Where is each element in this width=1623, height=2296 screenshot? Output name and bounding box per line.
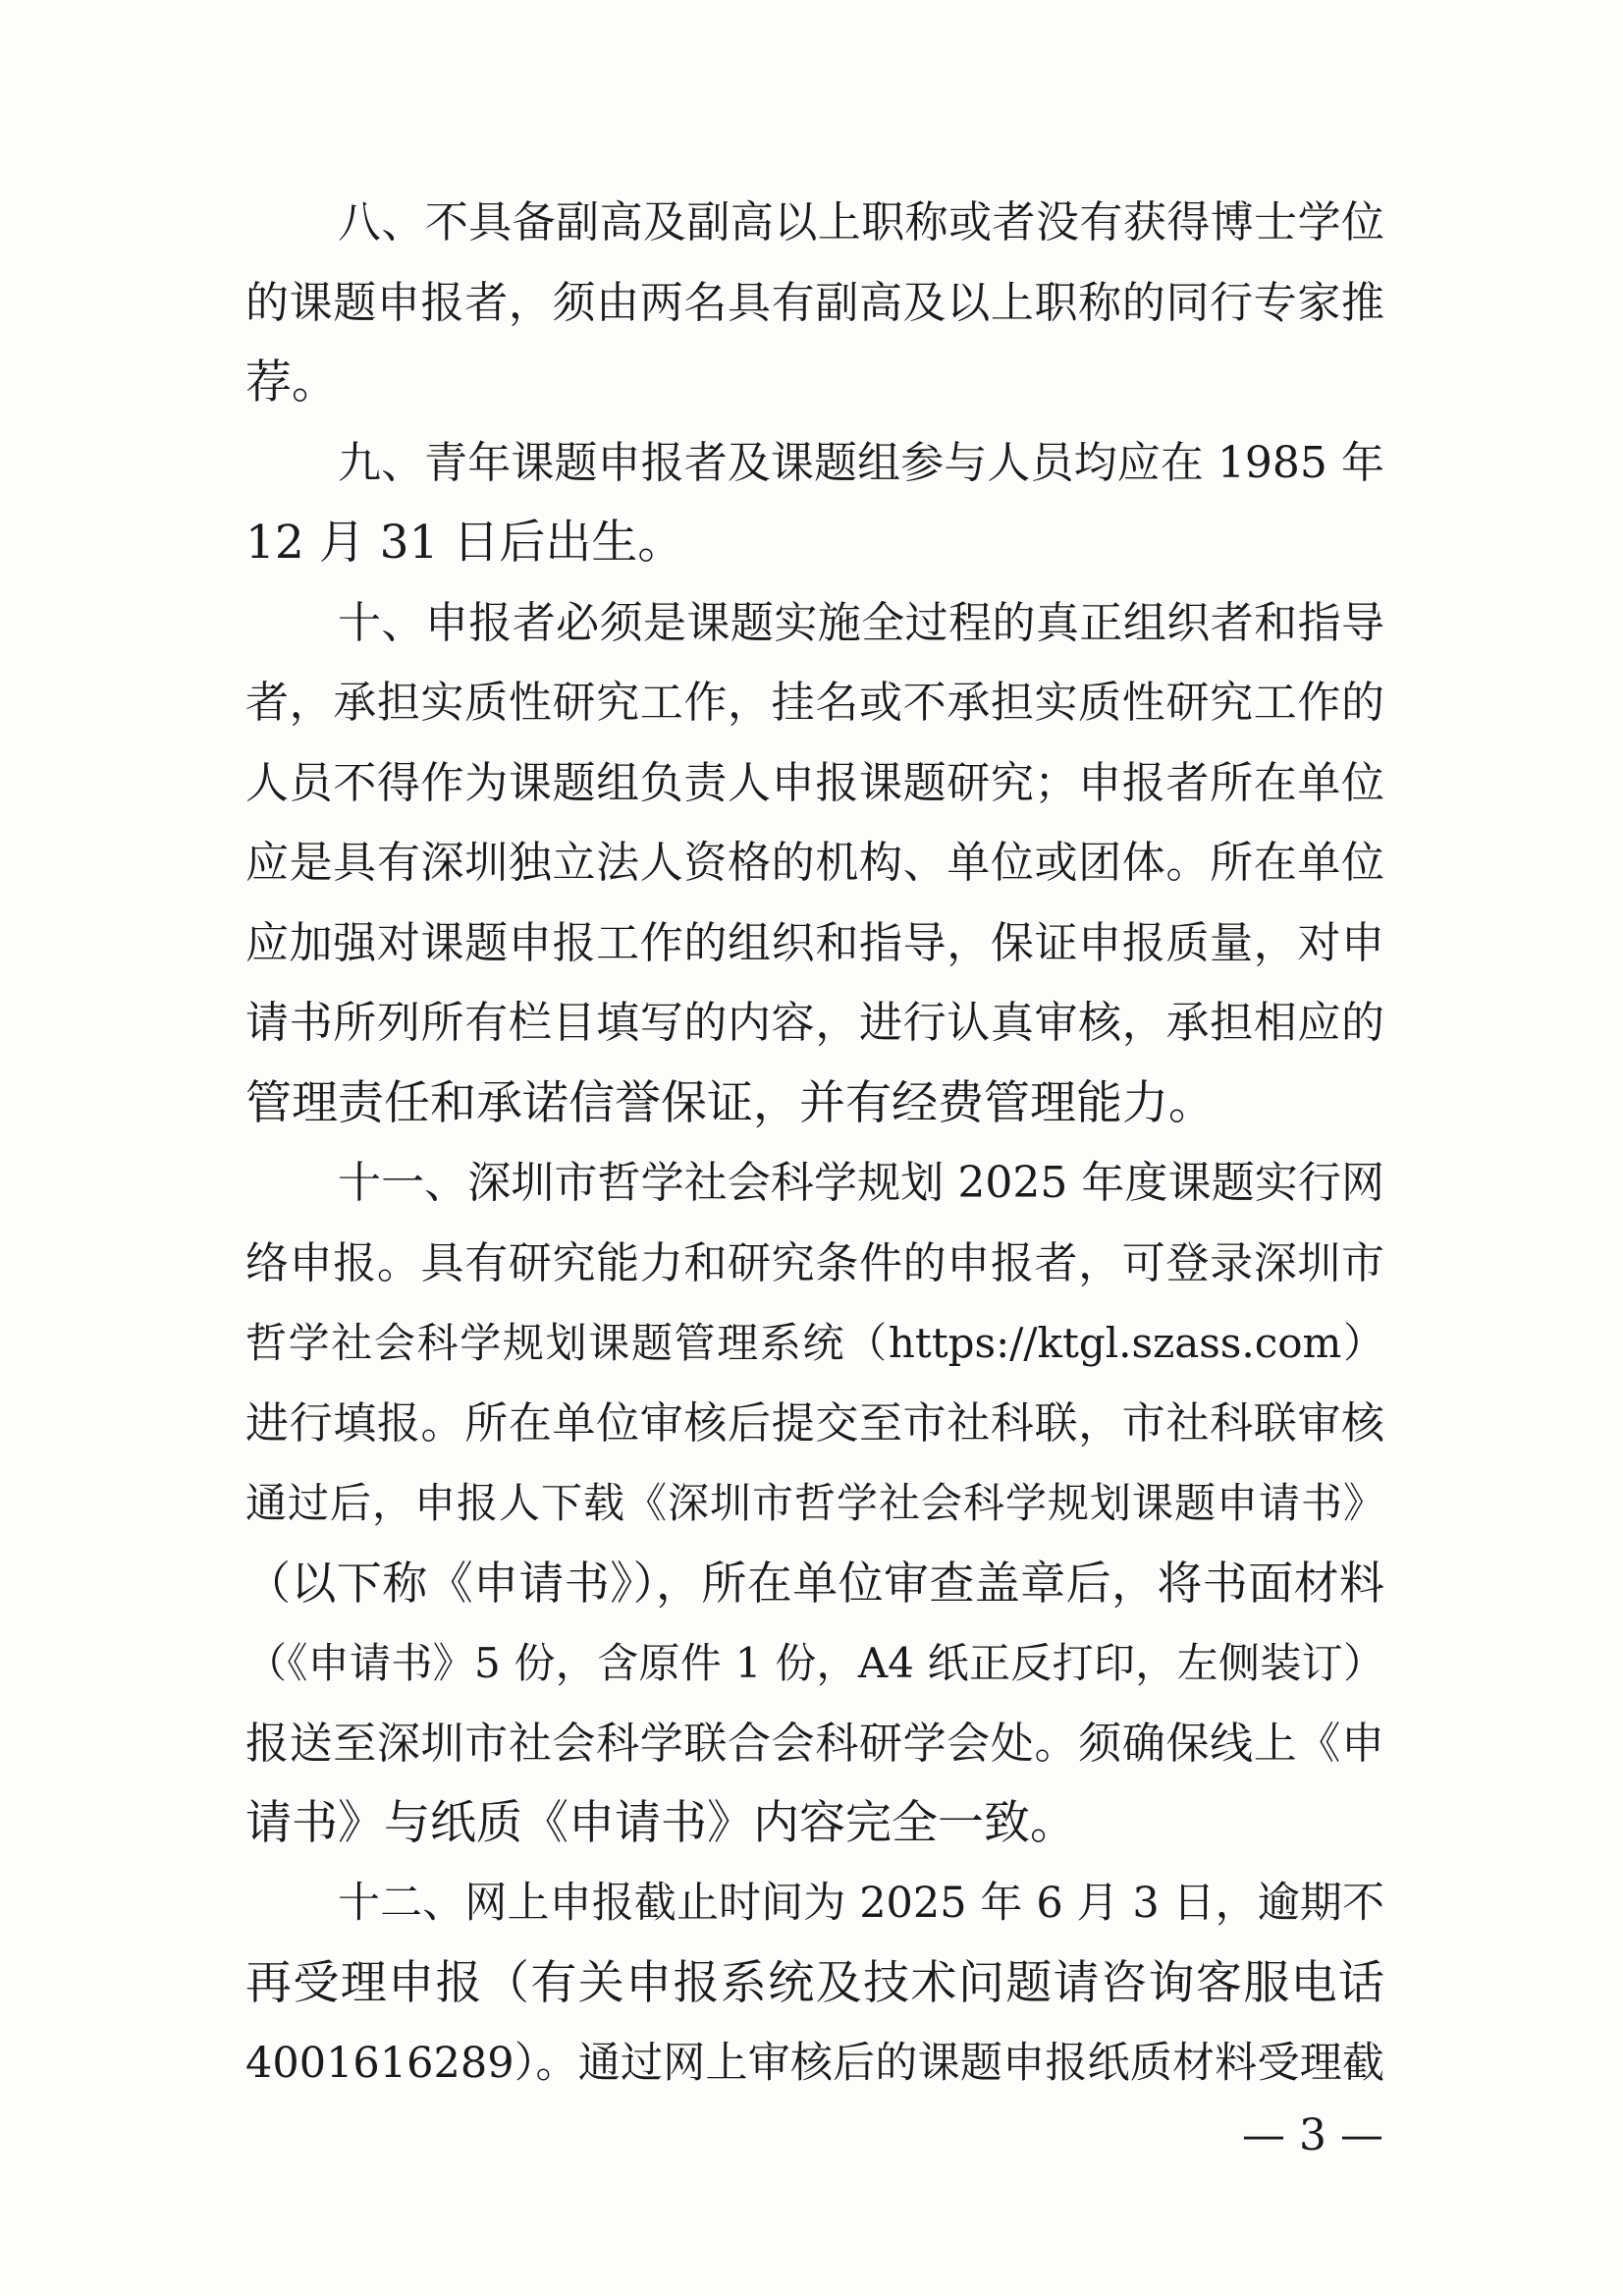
text-line: 4001616289）。通过网上审核后的课题申报纸质材料受理截	[245, 2038, 1384, 2088]
text-line: 报送至深圳市社会科学联合会科研学会处。须确保线上《申	[245, 1718, 1384, 1769]
text-line: 再受理申报（有关申报系统及技术问题请咨询客服电话	[245, 1956, 1384, 2010]
text-line: 络申报。具有研究能力和研究条件的申报者，可登录深圳市	[245, 1237, 1384, 1288]
text-line: 进行填报。所在单位审核后提交至市社科联，市社科联审核	[245, 1397, 1384, 1449]
text-line: 请书所列所有栏目填写的内容，进行认真审核，承担相应的	[245, 998, 1384, 1048]
text-line: 请书》与纸质《申请书》内容完全一致。	[245, 1796, 1076, 1850]
text-line: 八、不具备副高及副高以上职称或者没有获得博士学位	[338, 197, 1384, 247]
text-line: 12 月 31 日后出生。	[245, 516, 684, 570]
page-number: — 3 —	[1242, 2110, 1383, 2160]
text-line: 哲学社会科学规划课题管理系统（https://ktgl.szass.com）	[245, 1319, 1384, 1367]
text-line: 十二、网上申报截止时间为 2025 年 6 月 3 日，逾期不	[338, 1878, 1384, 1928]
text-line: （《申请书》5 份，含原件 1 份，A4 纸正反打印，左侧装订）	[245, 1639, 1384, 1687]
text-line: 管理责任和承诺信誉保证，并有经费管理能力。	[245, 1075, 1215, 1130]
text-line: （以下称《申请书》），所在单位审查盖章后，将书面材料	[245, 1556, 1384, 1610]
text-line: 者，承担实质性研究工作，挂名或不承担实质性研究工作的	[245, 678, 1384, 728]
text-line: 十一、深圳市哲学社会科学规划 2025 年度课题实行网	[338, 1158, 1384, 1208]
text-line: 应加强对课题申报工作的组织和指导，保证申报质量，对申	[245, 917, 1384, 968]
text-line: 通过后，申报人下载《深圳市哲学社会科学规划课题申请书》	[245, 1479, 1384, 1527]
text-line: 九、青年课题申报者及课题组参与人员均应在 1985 年	[338, 437, 1384, 488]
text-line: 的课题申报者，须由两名具有副高及以上职称的同行专家推	[245, 277, 1384, 328]
text-line: 人员不得作为课题组负责人申报课题研究；申报者所在单位	[245, 757, 1384, 808]
text-line: 应是具有深圳独立法人资格的机构、单位或团体。所在单位	[245, 838, 1384, 888]
text-line: 荐。	[245, 355, 338, 410]
text-line: 十、申报者必须是课题实施全过程的真正组织者和指导	[338, 597, 1384, 648]
body-text	[245, 183, 1384, 2104]
